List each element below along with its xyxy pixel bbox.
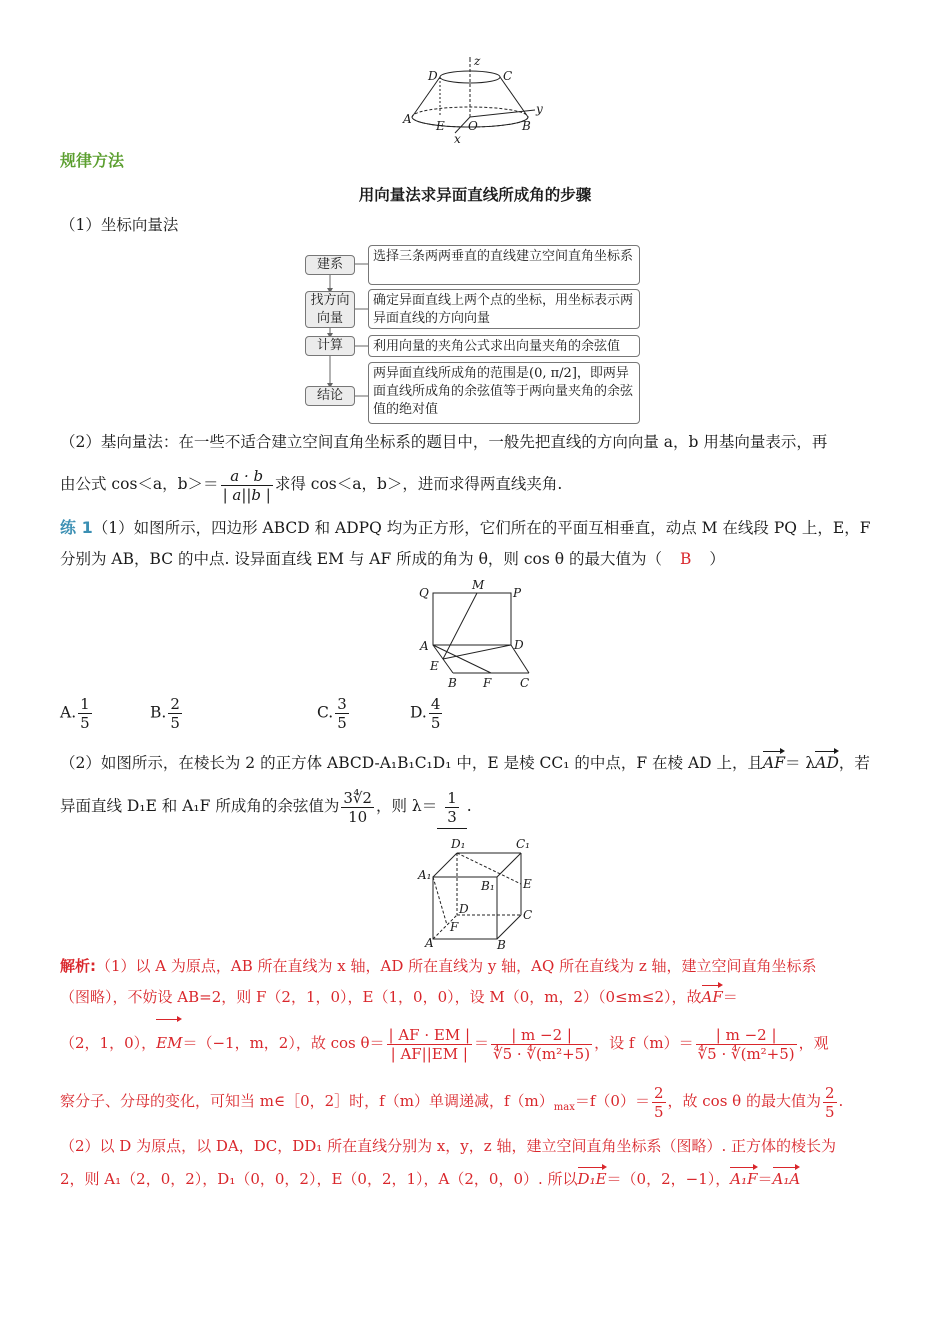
fraction-denominator: 5 bbox=[80, 714, 90, 732]
fig1-label: Q bbox=[419, 586, 429, 600]
method2-text: 求得 cos＜a，b＞，进而求得两直线夹角. bbox=[274, 475, 563, 493]
solution-text: （图略），不妨设 AB=2，则 F（2，1，0），E（1，0，0），设 M（0，m，2）（0≤m≤2），故 bbox=[60, 988, 702, 1006]
fig1-label: D bbox=[514, 638, 524, 652]
fig2-label: C₁ bbox=[516, 837, 530, 851]
solution-text: 察分子、分母的变化，可知当 m∈［0，2］时，f（m）单调递减，f（m） bbox=[60, 1092, 554, 1110]
solution-text: ＝f（0）＝ bbox=[574, 1092, 650, 1110]
option-key: B. bbox=[150, 703, 167, 722]
fig2-label: C bbox=[523, 908, 533, 922]
option-fraction bbox=[335, 695, 349, 732]
solution-line6 bbox=[60, 1168, 800, 1190]
solution-line5: （2）以 D 为原点，以 DA，DC，DD₁ 所在直线分别为 x，y，z 轴，建立空间直角坐标系（图略）. 正方体的棱长为 bbox=[60, 1137, 836, 1155]
fraction-denominator: 5 bbox=[430, 714, 441, 732]
flow-step-label: 建系 bbox=[305, 255, 355, 275]
fig-top-label: x bbox=[454, 132, 461, 145]
solution-line3 bbox=[60, 1020, 829, 1066]
solution-fraction bbox=[652, 1084, 666, 1121]
fraction-denominator: 5 bbox=[653, 1102, 664, 1121]
solution-text: ，观 bbox=[798, 1034, 829, 1052]
fraction-denominator: ∜5 · ∜(m²+5) bbox=[493, 1044, 591, 1063]
flow-desc-interval: (0, π/2] bbox=[529, 366, 577, 381]
fig-top-label: O bbox=[468, 119, 478, 133]
solution-text: ，故 cos θ 的最大值为 bbox=[667, 1092, 821, 1110]
fraction-denominator: 10 bbox=[348, 807, 368, 826]
q2-answer-fraction bbox=[445, 789, 459, 826]
solution-fraction bbox=[823, 1084, 837, 1121]
fraction-numerator: 1 bbox=[447, 788, 457, 807]
fig1-label: A bbox=[420, 639, 429, 653]
fraction-numerator: a · b bbox=[221, 467, 273, 486]
q1-close: ） bbox=[709, 550, 725, 568]
q1-text: 分别为 AB，BC 的中点. 设异面直线 EM 与 AF 所成的角为 θ，则 cos θ 的最大值为（ bbox=[60, 550, 663, 568]
fraction-denominator: 5 bbox=[170, 714, 180, 732]
fig2-label: F bbox=[450, 920, 459, 934]
solution-fraction bbox=[387, 1026, 473, 1063]
fraction-numerator: | AF · EM | bbox=[388, 1025, 471, 1044]
solution-text: ，设 f（m）＝ bbox=[594, 1034, 694, 1052]
flow-step-desc: 确定异面直线上两个点的坐标，用坐标表示两异面直线的方向向量 bbox=[368, 289, 640, 329]
option-b[interactable] bbox=[150, 695, 184, 732]
vector-a1f: A₁F bbox=[730, 1170, 758, 1188]
fraction-denominator: 5 bbox=[824, 1102, 835, 1121]
fig2-label: D₁ bbox=[451, 837, 466, 851]
solution-head: 解析: bbox=[60, 957, 96, 975]
option-fraction bbox=[78, 695, 92, 732]
flow-step-label: 计算 bbox=[305, 336, 355, 356]
q2-text: （2）如图所示，在棱长为 2 的正方体 ABCD-A₁B₁C₁D₁ 中，E 是棱 CC₁ 的中点，F 在棱 AD 上，且 bbox=[60, 754, 764, 772]
fig2-label: B₁ bbox=[481, 879, 495, 893]
q2-text: ＝ λ bbox=[784, 754, 816, 772]
fig2-label: E bbox=[523, 877, 532, 891]
solution-text: ＝ bbox=[474, 1034, 490, 1052]
fig2-label: A₁ bbox=[418, 868, 432, 882]
q2-text: ，则 λ＝ bbox=[375, 797, 438, 815]
solution-text: （2，1，0）， bbox=[60, 1034, 157, 1052]
fraction-numerator: 2 bbox=[824, 1083, 835, 1102]
q1-text: （1）如图所示，四边形 ABCD 和 ADPQ 均为正方形，它们所在的平面互相垂直，动点 M 在线段 PQ 上，E，F bbox=[92, 519, 871, 537]
fig1-label: M bbox=[472, 578, 485, 592]
solution-fraction bbox=[696, 1026, 797, 1063]
vector-ad: AD bbox=[815, 754, 839, 772]
fig1-label: B bbox=[448, 676, 457, 690]
fraction-denominator: | a||b | bbox=[222, 485, 271, 504]
vector-a1a: A₁A bbox=[772, 1170, 801, 1188]
fig-top-label: y bbox=[536, 102, 543, 116]
fraction-numerator: | m −2 | bbox=[491, 1026, 592, 1045]
flow-step-desc bbox=[368, 362, 640, 424]
q2-text: 异面直线 D₁E 和 A₁F 所成角的余弦值为 bbox=[60, 797, 340, 815]
option-fraction bbox=[168, 695, 182, 732]
method2-text: 由公式 cos＜a，b＞＝ bbox=[60, 475, 219, 493]
option-c[interactable] bbox=[317, 695, 351, 732]
fraction-numerator: 1 bbox=[80, 695, 90, 713]
q1-answer: B bbox=[680, 550, 692, 568]
option-a[interactable] bbox=[60, 695, 94, 732]
fig-top-label: C bbox=[503, 69, 513, 83]
solution-line2 bbox=[60, 986, 738, 1008]
method2-line2 bbox=[60, 462, 562, 506]
exercise-line2 bbox=[60, 548, 725, 570]
figure-cube bbox=[415, 835, 540, 953]
solution-text: ＝（−1，m，2），故 cos θ＝ bbox=[182, 1034, 385, 1052]
vector-em: EM bbox=[156, 1020, 182, 1066]
solution-text: ＝（0，2，−1）， bbox=[606, 1170, 731, 1188]
fraction-denominator: 5 bbox=[337, 714, 347, 732]
fig-top-label: A bbox=[403, 112, 412, 126]
fraction-numerator: | m −2 | bbox=[696, 1026, 797, 1045]
fraction-numerator: 4 bbox=[430, 695, 441, 713]
q2-line1 bbox=[60, 752, 870, 774]
solution-text: 2，则 A₁（2，0，2），D₁（0，0，2），E（0，2，1），A（2，0，0）. 所以 bbox=[60, 1170, 578, 1188]
method-title: 用向量法求异面直线所成角的步骤 bbox=[358, 186, 592, 204]
fig2-label: D bbox=[459, 902, 469, 916]
solution-sub: max bbox=[553, 1102, 575, 1113]
option-key: A. bbox=[60, 703, 77, 722]
solution-text: . bbox=[838, 1092, 844, 1110]
vector-af: AF bbox=[763, 754, 785, 772]
fig2-label: A bbox=[425, 936, 434, 950]
vector-d1e: D₁E bbox=[577, 1170, 607, 1188]
fig-top-label: z bbox=[474, 55, 481, 68]
fraction-denominator: | AF||EM | bbox=[390, 1044, 468, 1063]
fig1-label: E bbox=[430, 659, 439, 673]
q2-cos-fraction bbox=[341, 789, 374, 826]
solution-line4 bbox=[60, 1078, 843, 1131]
fig-top-label: E bbox=[436, 119, 445, 133]
fraction-numerator: 3∜2 bbox=[343, 788, 372, 807]
method1-title: （1）坐标向量法 bbox=[60, 216, 179, 234]
fraction-denominator: ∜5 · ∜(m²+5) bbox=[697, 1044, 795, 1063]
fig-top-label: D bbox=[428, 69, 438, 83]
method2-line1: （2）基向量法：在一些不适合建立空间直角坐标系的题目中，一般先把直线的方向向量 a，b 用基向量表示，再 bbox=[60, 433, 828, 451]
option-fraction bbox=[429, 695, 443, 732]
fraction-denominator: 3 bbox=[447, 807, 457, 826]
flow-step-label: 结论 bbox=[305, 386, 355, 406]
flowchart bbox=[300, 243, 650, 428]
flow-desc-part: ，即两异面直线所成角的余弦值等于两向量夹角的余弦值的绝对值 bbox=[373, 366, 634, 417]
solution-text: ＝ bbox=[722, 988, 738, 1006]
option-d[interactable] bbox=[410, 695, 444, 732]
frustum-figure bbox=[400, 55, 550, 145]
solution-text: （1）以 A 为原点，AB 所在直线为 x 轴，AD 所在直线为 y 轴，AQ 所在直线为 z 轴，建立空间直角坐标系 bbox=[96, 957, 817, 975]
section-title: 规律方法 bbox=[60, 151, 125, 170]
fig-top-label: B bbox=[522, 119, 531, 133]
flow-step-desc: 利用向量的夹角公式求出向量夹角的余弦值 bbox=[368, 335, 640, 357]
flow-step-desc: 选择三条两两垂直的直线建立空间直角坐标系 bbox=[368, 245, 640, 285]
option-key: C. bbox=[317, 703, 334, 722]
method2-fraction bbox=[221, 467, 273, 504]
fraction-numerator: 2 bbox=[170, 695, 180, 713]
solution-line1 bbox=[60, 955, 817, 977]
vector-af: AF bbox=[701, 988, 723, 1006]
solution-fraction bbox=[491, 1026, 592, 1063]
flow-step-label: 找方向向量 bbox=[305, 291, 355, 328]
option-key: D. bbox=[410, 703, 427, 722]
fig1-label: C bbox=[520, 676, 530, 690]
fig2-label: B bbox=[497, 938, 506, 952]
q2-line2: 异面直线 D₁E 和 A₁F 所成角的余弦值为 $\frac{3∜2}{10}$ ，则 λ＝ $\frac{1}{3}$ . bbox=[60, 784, 472, 829]
fraction-numerator: 2 bbox=[653, 1083, 664, 1102]
exercise-line1 bbox=[60, 517, 871, 539]
fig1-label: P bbox=[513, 586, 522, 600]
flow-desc-part: 两异面直线所成角的范围是 bbox=[373, 366, 530, 381]
fraction-numerator: 3 bbox=[337, 695, 347, 713]
fig1-label: F bbox=[483, 676, 492, 690]
figure-squares bbox=[415, 578, 540, 693]
q2-text: ，若 bbox=[838, 754, 870, 772]
solution-text: ＝ bbox=[757, 1170, 773, 1188]
exercise-tag: 练 1 bbox=[60, 518, 93, 537]
